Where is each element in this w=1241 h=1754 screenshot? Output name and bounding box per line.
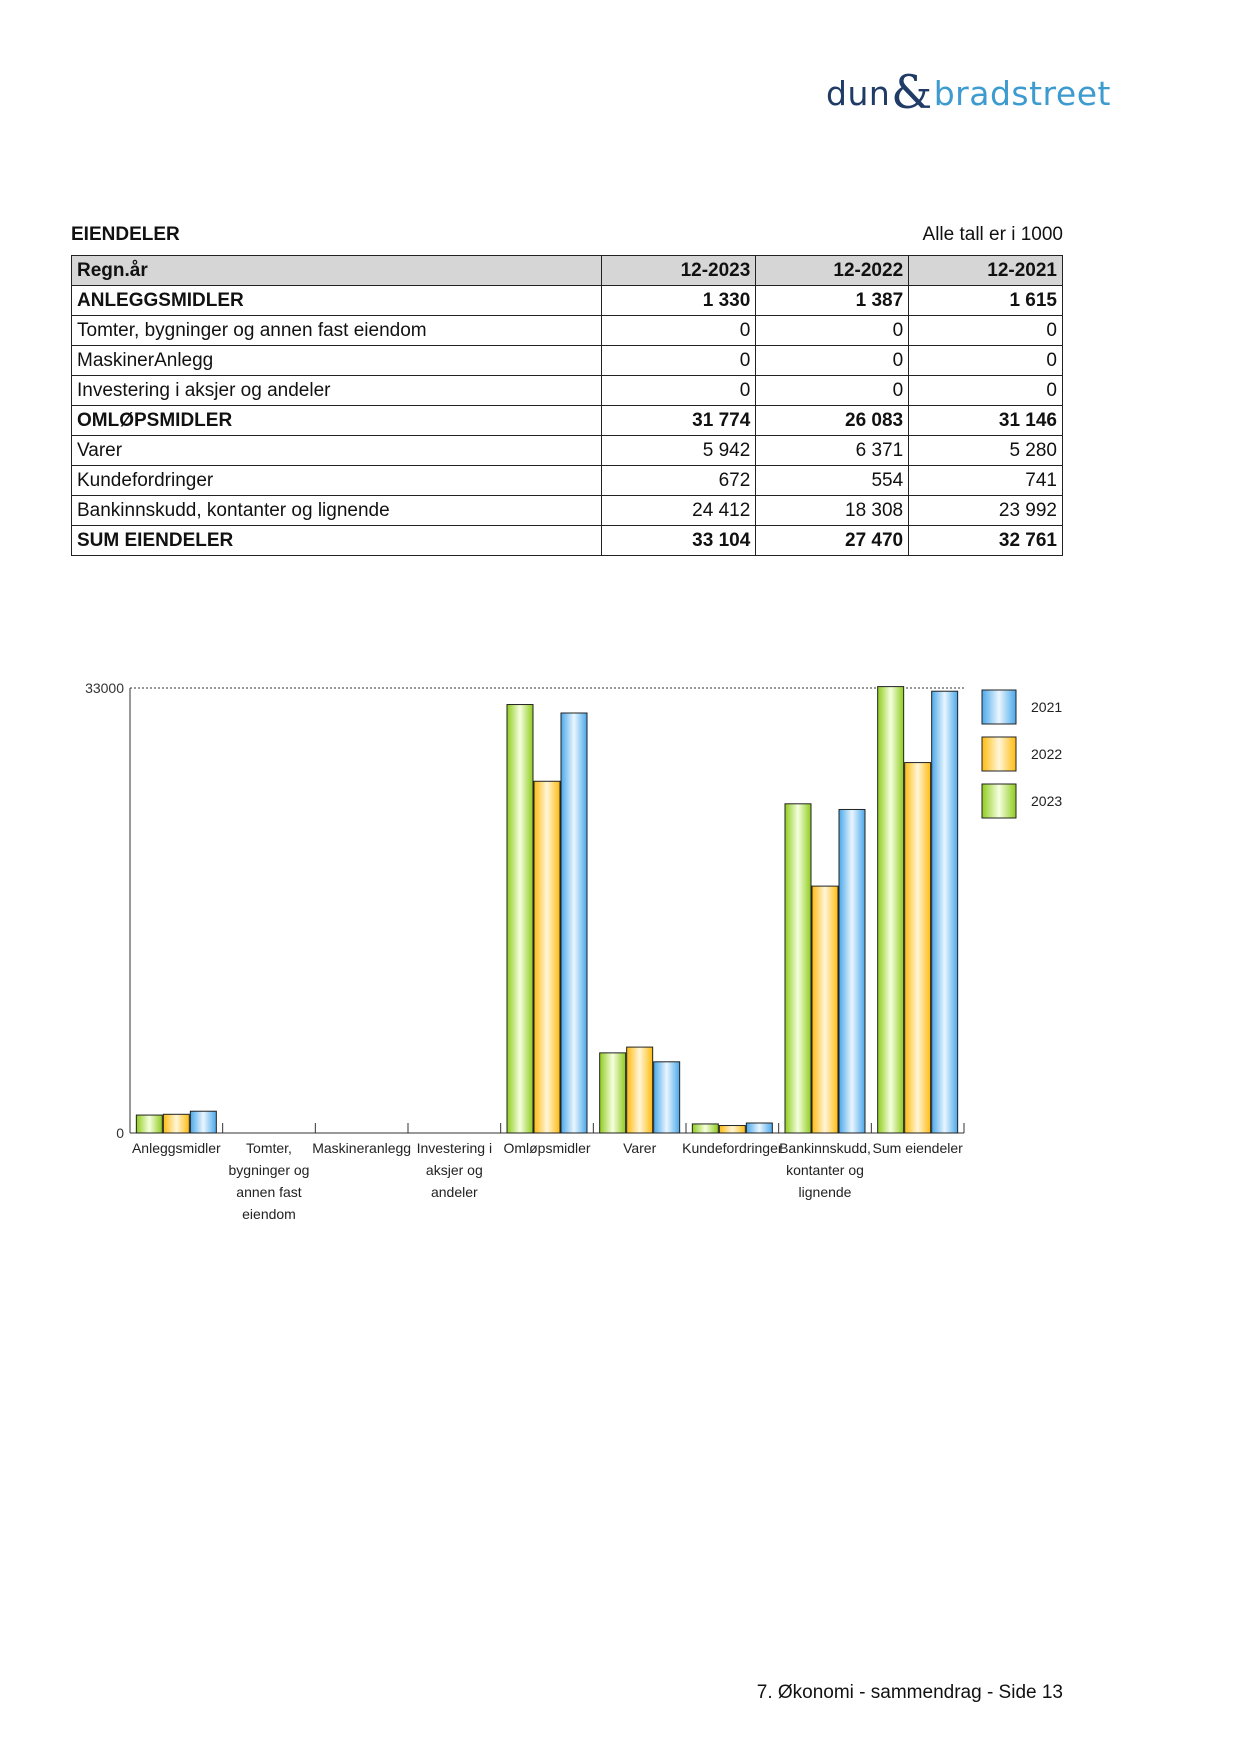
header-2021: 12-2021 bbox=[909, 256, 1063, 286]
legend-swatch-2022 bbox=[982, 737, 1016, 771]
row-value: 554 bbox=[756, 466, 909, 496]
row-value: 5 942 bbox=[602, 436, 756, 466]
y-tick-label: 0 bbox=[116, 1125, 124, 1141]
row-value: 27 470 bbox=[756, 526, 909, 556]
bar-2021 bbox=[932, 691, 958, 1133]
x-tick-label: andeler bbox=[430, 1184, 478, 1200]
bar-2022 bbox=[627, 1047, 653, 1133]
row-value: 33 104 bbox=[602, 526, 756, 556]
row-value: 0 bbox=[602, 346, 756, 376]
x-tick-label: Omløpsmidler bbox=[503, 1140, 591, 1156]
row-label: MaskinerAnlegg bbox=[72, 346, 602, 376]
legend-label: 2023 bbox=[1031, 793, 1063, 809]
row-value: 1 615 bbox=[909, 286, 1063, 316]
row-value: 6 371 bbox=[756, 436, 909, 466]
bar-2023 bbox=[878, 687, 904, 1133]
x-tick-label: kontanter og bbox=[786, 1162, 864, 1178]
header-label: Regn.år bbox=[72, 256, 602, 286]
row-value: 0 bbox=[602, 376, 756, 406]
legend-label: 2022 bbox=[1031, 746, 1063, 762]
row-value: 741 bbox=[909, 466, 1063, 496]
row-value: 32 761 bbox=[909, 526, 1063, 556]
bar-2022 bbox=[163, 1114, 189, 1133]
row-value: 672 bbox=[602, 466, 756, 496]
x-tick-label: Tomter, bbox=[246, 1140, 292, 1156]
row-value: 0 bbox=[909, 316, 1063, 346]
row-value: 31 774 bbox=[602, 406, 756, 436]
logo-ampersand: & bbox=[891, 65, 933, 119]
logo-text-bradstreet: bradstreet bbox=[933, 74, 1111, 113]
bar-2021 bbox=[561, 713, 587, 1133]
bar-2022 bbox=[905, 763, 931, 1133]
row-value: 26 083 bbox=[756, 406, 909, 436]
row-label: Investering i aksjer og andeler bbox=[72, 376, 602, 406]
bar-2023 bbox=[507, 705, 533, 1133]
x-tick-label: Varer bbox=[623, 1140, 657, 1156]
bar-2022 bbox=[719, 1126, 745, 1133]
row-value: 23 992 bbox=[909, 496, 1063, 526]
row-label: Tomter, bygninger og annen fast eiendom bbox=[72, 316, 602, 346]
header-2023: 12-2023 bbox=[602, 256, 756, 286]
bar-2023 bbox=[136, 1115, 162, 1133]
bar-2021 bbox=[746, 1123, 772, 1133]
x-tick-label: Kundefordringer bbox=[682, 1140, 783, 1156]
row-label: Kundefordringer bbox=[72, 466, 602, 496]
bar-2023 bbox=[600, 1053, 626, 1133]
row-value: 0 bbox=[756, 316, 909, 346]
y-tick-label: 33000 bbox=[85, 680, 124, 696]
row-value: 0 bbox=[909, 346, 1063, 376]
legend-swatch-2021 bbox=[982, 690, 1016, 724]
page-footer: 7. Økonomi - sammendrag - Side 13 bbox=[756, 1682, 1063, 1703]
row-label: Varer bbox=[72, 436, 602, 466]
x-tick-label: eiendom bbox=[242, 1206, 296, 1222]
row-value: 0 bbox=[756, 346, 909, 376]
x-tick-label: aksjer og bbox=[425, 1162, 483, 1178]
x-tick-label: Bankinnskudd, bbox=[779, 1140, 871, 1156]
x-tick-label: Sum eiendeler bbox=[872, 1140, 963, 1156]
bar-2022 bbox=[534, 781, 560, 1133]
row-label: SUM EIENDELER bbox=[72, 526, 602, 556]
bar-2022 bbox=[812, 886, 838, 1133]
row-label: Bankinnskudd, kontanter og lignende bbox=[72, 496, 602, 526]
x-tick-label: lignende bbox=[798, 1184, 852, 1200]
legend-swatch-2023 bbox=[982, 784, 1016, 818]
row-value: 0 bbox=[909, 376, 1063, 406]
x-tick-label: Anleggsmidler bbox=[131, 1140, 221, 1156]
header-2022: 12-2022 bbox=[756, 256, 909, 286]
row-value: 1 387 bbox=[756, 286, 909, 316]
row-label: OMLØPSMIDLER bbox=[72, 406, 602, 436]
x-tick-label: annen fast bbox=[236, 1184, 302, 1200]
bar-2023 bbox=[692, 1124, 718, 1133]
bar-2021 bbox=[839, 809, 865, 1133]
row-value: 0 bbox=[756, 376, 909, 406]
legend-label: 2021 bbox=[1031, 699, 1063, 715]
logo-text-dun: dun bbox=[826, 74, 891, 113]
x-tick-label: Maskineranlegg bbox=[312, 1140, 412, 1156]
bar-2023 bbox=[785, 804, 811, 1133]
bar-2021 bbox=[190, 1111, 216, 1133]
row-label: ANLEGGSMIDLER bbox=[72, 286, 602, 316]
row-value: 18 308 bbox=[756, 496, 909, 526]
section-title: EIENDELER bbox=[71, 224, 180, 245]
x-tick-label: Investering i bbox=[416, 1140, 493, 1156]
x-tick-label: bygninger og bbox=[228, 1162, 310, 1178]
row-value: 31 146 bbox=[909, 406, 1063, 436]
unit-note: Alle tall er i 1000 bbox=[922, 224, 1063, 245]
row-value: 0 bbox=[602, 316, 756, 346]
row-value: 24 412 bbox=[602, 496, 756, 526]
row-value: 1 330 bbox=[602, 286, 756, 316]
bar-2021 bbox=[654, 1062, 680, 1133]
row-value: 5 280 bbox=[909, 436, 1063, 466]
